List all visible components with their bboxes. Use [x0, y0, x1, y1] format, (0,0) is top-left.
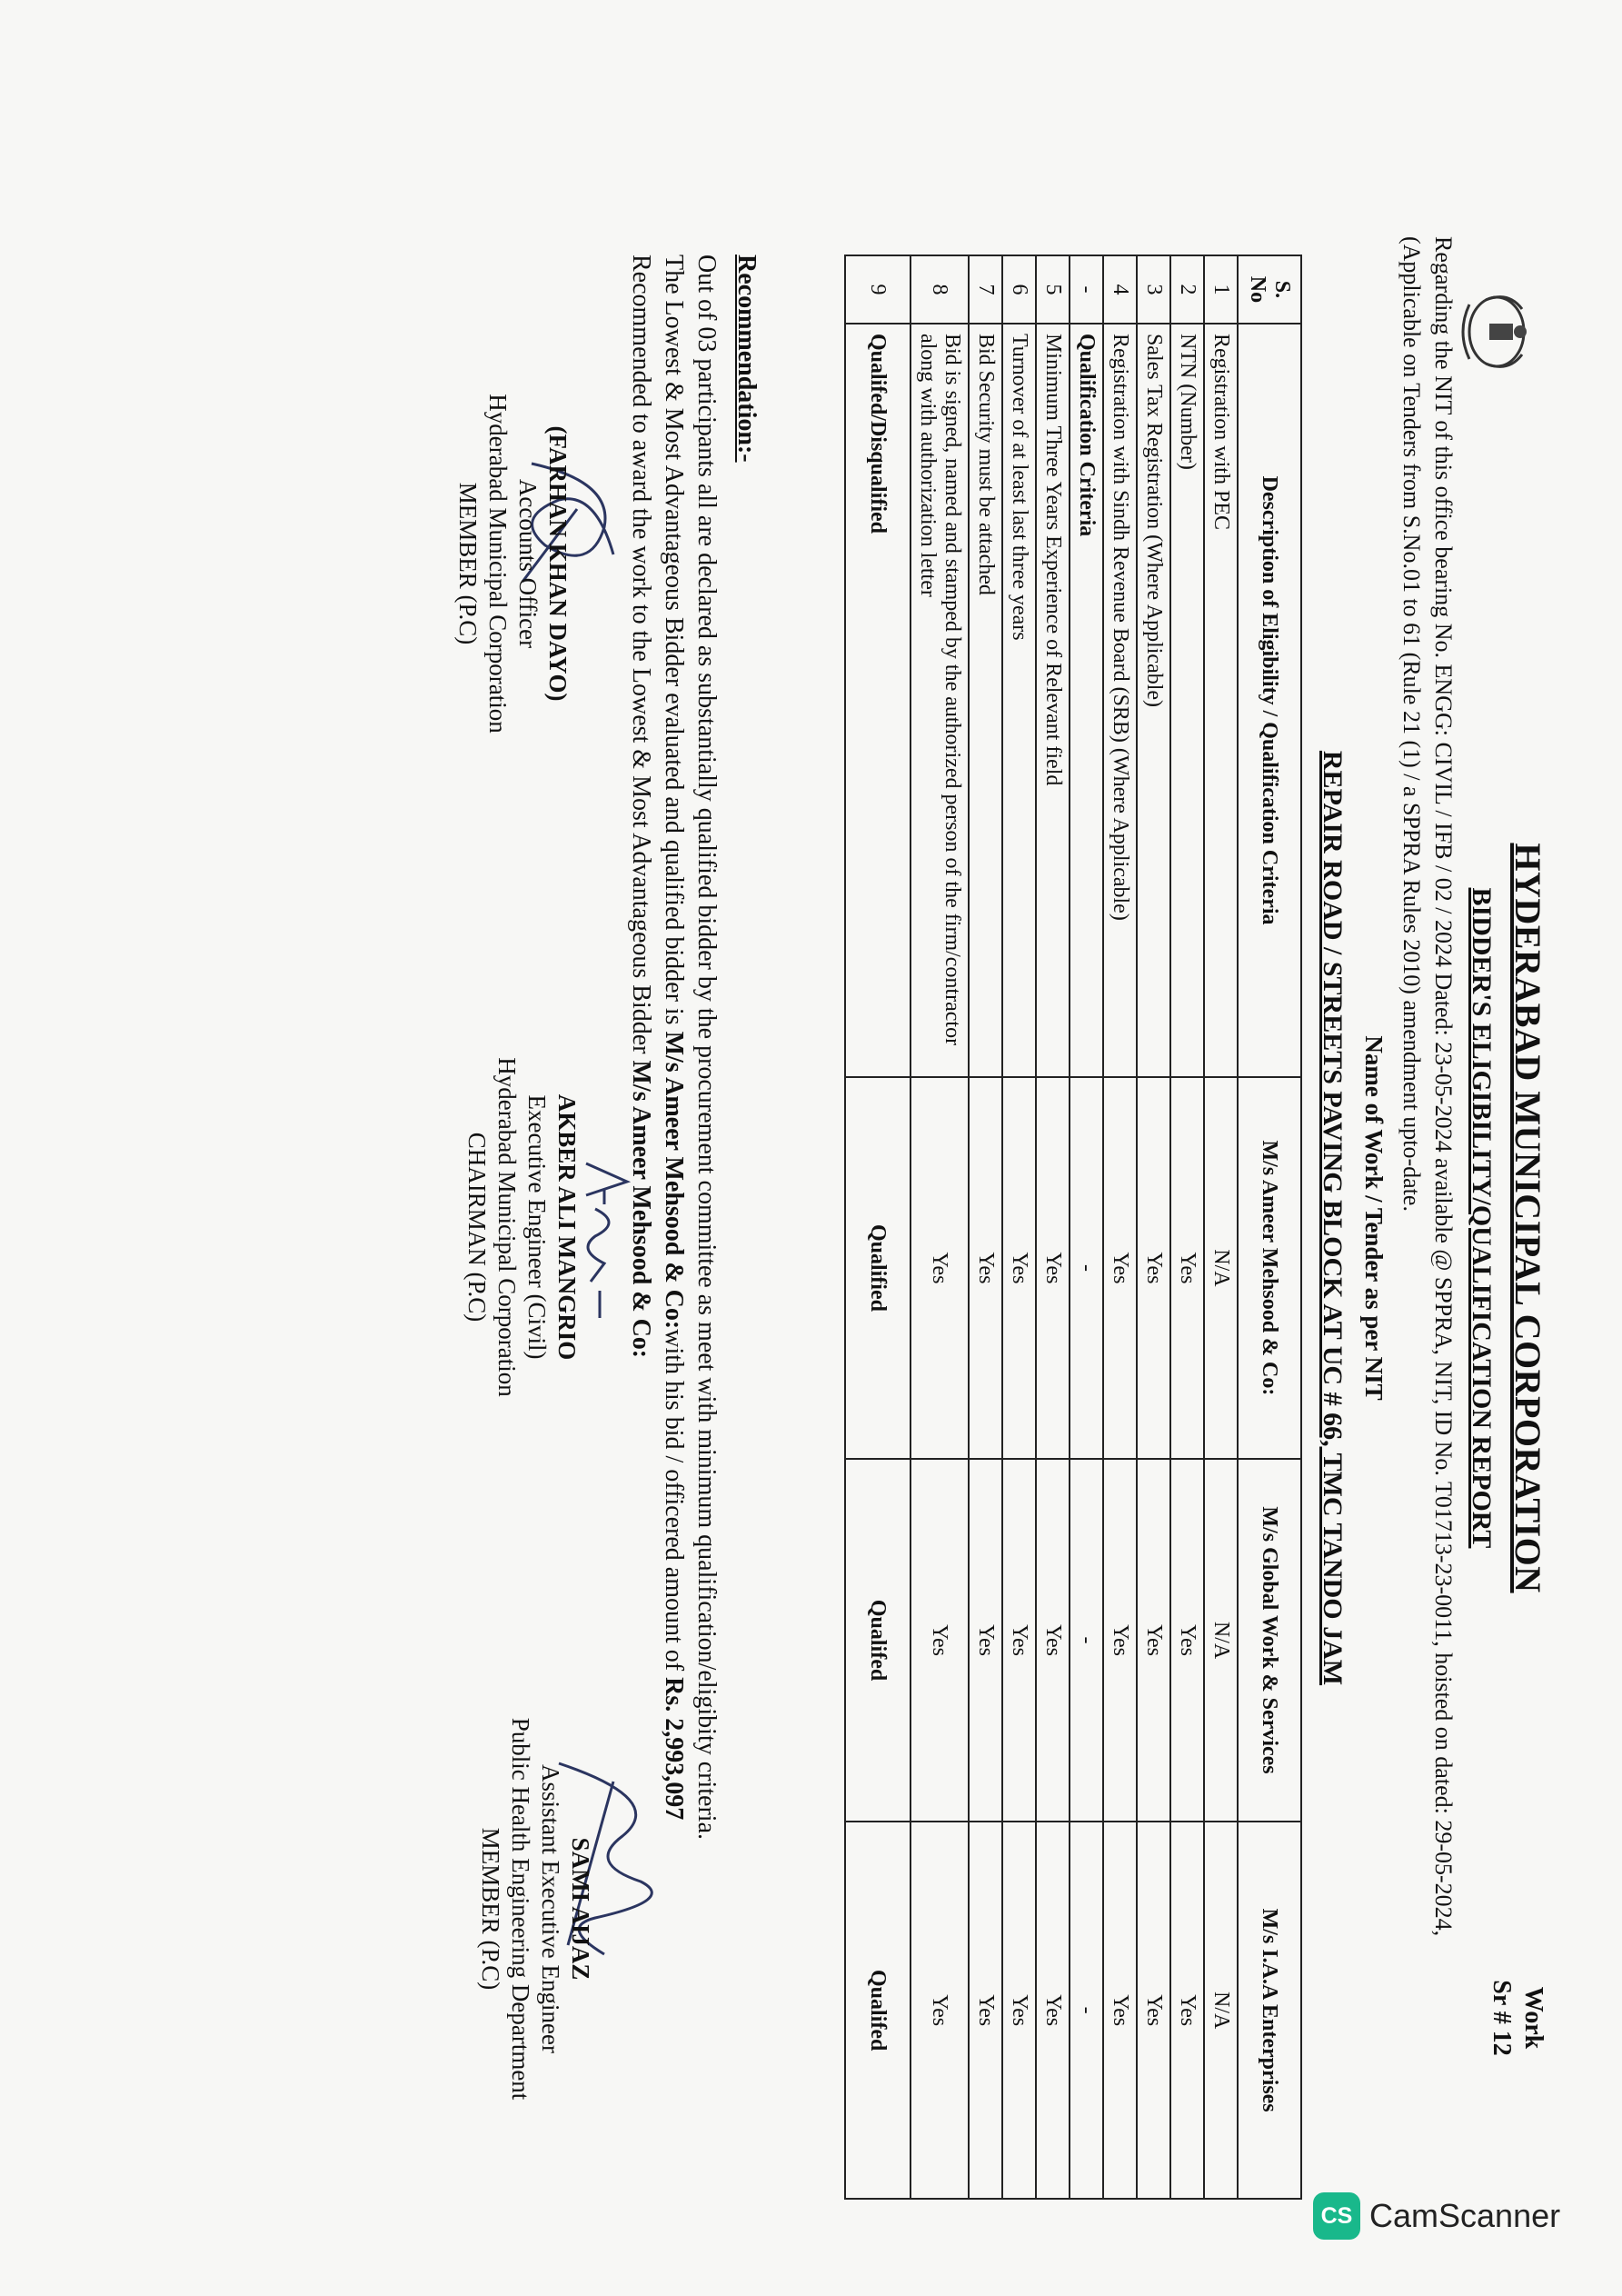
signatory-sami — [475, 1636, 595, 2181]
table-row — [1137, 255, 1170, 2199]
table-row — [1036, 255, 1070, 2199]
cell-description: Turnover of at least last three years — [1002, 324, 1036, 1077]
cell-bidder-3: Yes — [1036, 1822, 1070, 2199]
name-of-work-label: Name of Work / Tender as per NIT — [1360, 1035, 1388, 1401]
camscanner-text: CamScanner — [1369, 2197, 1561, 2234]
cell-description: NTN (Number) — [1170, 324, 1204, 1077]
cell-bidder-1: Yes — [969, 1077, 1002, 1459]
table-row — [1204, 255, 1238, 2199]
cell-bidder-1: N/A — [1204, 1077, 1238, 1459]
table-row — [845, 255, 911, 2199]
cell-description: Registration with PEC — [1204, 324, 1238, 1077]
cell-bidder-1: Yes — [1002, 1077, 1036, 1459]
table-row — [969, 255, 1002, 2199]
cell-sno: 4 — [1103, 255, 1137, 324]
table-row — [1103, 255, 1137, 2199]
signatory-title: Assistant Executive Engineer — [537, 1764, 565, 2053]
work-label: Work — [1519, 1986, 1547, 2050]
cell-bidder-1: Qualified — [845, 1077, 911, 1459]
signatory-role: CHAIRMAN (P.C) — [463, 1132, 492, 1323]
cell-bidder-3: Yes — [969, 1822, 1002, 2199]
cell-bidder-1: - — [1070, 1077, 1103, 1459]
intro-paragraph: Regarding the NIT of this office bearing No. ENGG: CIVIL / IFB / 02 / 2024 Dated: 23-05-2024 available @ SPPRA, NIT, ID No. T01713-23-0011, hoisted on dated: 29-05-2024, (Applicable on Tenders from S.No.01 to 61 (Rule 21 (1) / a SPPRA Rules 2010) amendment upto-date. — [1398, 236, 1457, 1937]
rotated-document — [368, 218, 1549, 2218]
cell-bidder-2: Yes — [969, 1459, 1002, 1822]
cell-bidder-3: Qualifed — [845, 1822, 911, 2199]
rec-line2-mid: with his bid / officered amount of — [660, 1329, 689, 1678]
cell-sno: 9 — [845, 255, 911, 324]
cell-description: Qualification Criteria — [1070, 324, 1103, 1077]
org-title: HYDERABAD MUNICIPAL CORPORATION — [1508, 843, 1548, 1593]
table-header-row — [1238, 255, 1301, 2199]
cell-description: Registration with Sindh Revenue Board (SRB) (Where Applicable) — [1103, 324, 1137, 1077]
rec-line3-bidder: M/s Ameer Mehsood & Co: — [627, 1060, 656, 1359]
table-body — [845, 255, 1238, 2199]
cell-description: Minimum Three Years Experience of Relevant field — [1036, 324, 1070, 1077]
header-bidder-3: M/s I.A.A Enterprises — [1238, 1822, 1301, 2199]
signatory-title: Accounts Officer — [514, 478, 542, 649]
cell-bidder-2: Qualifed — [845, 1459, 911, 1822]
signatory-org: Hyderabad Municipal Corporation — [493, 1057, 522, 1397]
bid-amount: Rs. 2,993,097 — [660, 1677, 689, 1821]
cell-bidder-2: Yes — [911, 1459, 969, 1822]
cell-sno: 8 — [911, 255, 969, 324]
cell-bidder-3: N/A — [1204, 1822, 1238, 2199]
cell-bidder-2: Yes — [1170, 1459, 1204, 1822]
signatory-name: (FARHAN KHAN DAYO) — [544, 425, 572, 702]
sr-number: Sr # 12 — [1488, 1980, 1516, 2056]
header-sno: S. No — [1238, 255, 1301, 324]
cell-bidder-3: Yes — [1137, 1822, 1170, 2199]
cell-sno: - — [1070, 255, 1103, 324]
report-title: BIDDER'S ELIGIBILITY/QUALIFICATION REPORT — [1467, 887, 1497, 1549]
work-name: REPAIR ROAD / STREETS PAVING BLOCK AT UC # 66, TMC TANDO JAM — [1318, 750, 1348, 1686]
signatory-title: Executive Engineer (Civil) — [523, 1094, 552, 1360]
camscanner-icon: CS — [1313, 2192, 1360, 2240]
header-bidder-2: M/s Global Work & Services — [1238, 1459, 1301, 1822]
camscanner-watermark — [1313, 2192, 1560, 2240]
signatory-name: SAMI AIJAZ — [567, 1837, 594, 1981]
cell-bidder-1: Yes — [911, 1077, 969, 1459]
table-row — [1170, 255, 1204, 2199]
eligibility-table — [844, 255, 1302, 2200]
cell-description: Sales Tax Registration (Where Applicable) — [1137, 324, 1170, 1077]
table-row — [911, 255, 969, 2199]
header-description: Description of Eligibility / Qualification Criteria — [1238, 324, 1301, 1077]
recommendation-line-1: Out of 03 participants all are declared as substantially qualified bidder by the procurement committee as meet with minimum qualification/eligibity criteria. — [692, 255, 721, 1841]
cell-sno: 5 — [1036, 255, 1070, 324]
cell-bidder-3: Yes — [1103, 1822, 1137, 2199]
recommendation-heading: Recommendation:- — [732, 255, 761, 463]
cell-bidder-3: Yes — [1170, 1822, 1204, 2199]
signatory-akber — [462, 945, 582, 1509]
cell-bidder-1: Yes — [1036, 1077, 1070, 1459]
rec-line2-bidder: M/s Ameer Mehsood & Co: — [660, 1031, 689, 1330]
cell-description: Bid is signed, named and stamped by the authorized person of the firm/contractor along with authorization letter — [911, 324, 969, 1077]
rec-line2-pre: The Lowest & Most Advantageous Bidder evaluated and qualified bidder is — [660, 255, 689, 1032]
cell-sno: 3 — [1137, 255, 1170, 324]
cell-bidder-1: Yes — [1137, 1077, 1170, 1459]
cell-description: Bid Security must be attached — [969, 324, 1002, 1077]
cell-bidder-2: Yes — [1137, 1459, 1170, 1822]
cell-bidder-2: Yes — [1103, 1459, 1137, 1822]
cell-bidder-2: Yes — [1002, 1459, 1036, 1822]
signatory-role: MEMBER (P.C) — [454, 482, 483, 645]
cell-sno: 6 — [1002, 255, 1036, 324]
table-row — [1070, 255, 1103, 2199]
signatory-org: Hyderabad Municipal Corporation — [484, 394, 512, 734]
cell-bidder-2: Yes — [1036, 1459, 1070, 1822]
cell-sno: 7 — [969, 255, 1002, 324]
signatory-role: MEMBER (P.C) — [477, 1827, 505, 1991]
cell-description: Qualifed/Disqualified — [845, 324, 911, 1077]
cell-bidder-3: Yes — [911, 1822, 969, 2199]
cell-bidder-1: Yes — [1170, 1077, 1204, 1459]
signatory-farhan — [453, 291, 572, 836]
signatory-name: AKBER ALI MANGRIO — [553, 1093, 581, 1361]
cell-sno: 2 — [1170, 255, 1204, 324]
cell-sno: 1 — [1204, 255, 1238, 324]
table-row — [1002, 255, 1036, 2199]
cell-bidder-2: N/A — [1204, 1459, 1238, 1822]
cell-bidder-1: Yes — [1103, 1077, 1137, 1459]
cell-bidder-2: - — [1070, 1459, 1103, 1822]
rec-line3-pre: Recommended to award the work to the Lowest & Most Advantageous Bidder — [627, 255, 656, 1061]
cell-bidder-3: - — [1070, 1822, 1103, 2199]
signatory-org: Public Health Engineering Department — [507, 1717, 535, 2101]
cell-bidder-3: Yes — [1002, 1822, 1036, 2199]
header-bidder-1: M/s Ameer Mehsood & Co: — [1238, 1077, 1301, 1459]
